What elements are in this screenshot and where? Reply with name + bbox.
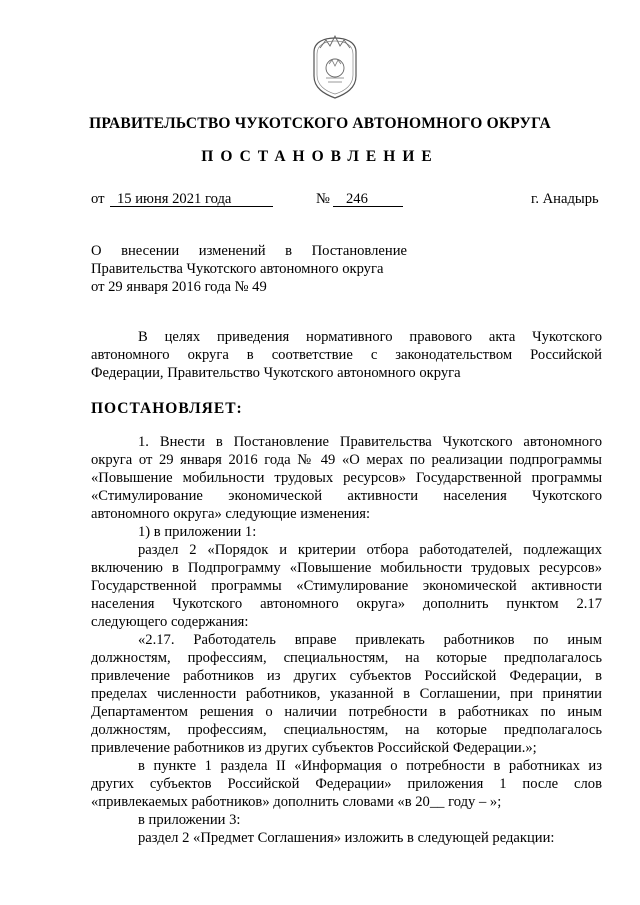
item-line: автономного округа» следующие изменения: bbox=[91, 506, 371, 522]
coat-of-arms-icon bbox=[306, 30, 364, 102]
date-field bbox=[110, 191, 273, 207]
document-type-title: ПОСТАНОВЛЕНИЕ bbox=[201, 148, 439, 165]
item-line: «Стимулирование экономической активности населения Чукотского bbox=[91, 488, 602, 504]
resolution-items bbox=[91, 433, 602, 847]
item-line: раздел 2 «Порядок и критерии отбора работодателей, подлежащих bbox=[138, 542, 602, 558]
number-field bbox=[333, 191, 403, 207]
item-line: включению в Подпрограмму «Повышение мобильности трудовых ресурсов» bbox=[91, 560, 602, 576]
item-line: других субъектов Российской Федерации» приложения 1 после слов bbox=[91, 776, 602, 792]
item-line: округа от 29 января 2016 года № 49 «О мерах по реализации подпрограммы bbox=[91, 452, 602, 468]
item-line: привлечение работников из других субъектов Российской Федерации, в bbox=[91, 668, 602, 684]
item-line: следующего содержания: bbox=[91, 614, 249, 630]
item-line: должностям, профессиям, специальностям, на которые предполагалось bbox=[91, 722, 602, 738]
item-line: раздел 2 «Предмет Соглашения» изложить в следующей редакции: bbox=[138, 830, 555, 846]
date-label: от bbox=[91, 191, 105, 207]
item-line: «Повышение мобильности трудовых ресурсов» Государственной программы bbox=[91, 470, 602, 486]
item-line: пределах численности работников, указанной в Соглашении, при принятии bbox=[91, 686, 602, 702]
document-city: г. Анадырь bbox=[531, 191, 599, 207]
item-line: населения Чукотского автономного округа» дополнить пунктом 2.17 bbox=[91, 596, 602, 612]
subject-line: от 29 января 2016 года № 49 bbox=[91, 279, 267, 295]
preamble-line: Федерации, Правительство Чукотского автономного округа bbox=[91, 365, 461, 381]
preamble bbox=[91, 328, 602, 382]
item-line: должностям, профессиям, специальностям, на которые предполагалось bbox=[91, 650, 602, 666]
item-line: в приложении 3: bbox=[138, 812, 241, 828]
preamble-line: В целях приведения нормативного правового акта Чукотского bbox=[138, 329, 602, 345]
item-line: «привлекаемых работников» дополнить словами «в 20__ году – »; bbox=[91, 794, 502, 810]
item-line: Департаментом решения о наличии потребности в работниках по иным bbox=[91, 704, 602, 720]
subject-line: О внесении изменений в Постановление bbox=[91, 243, 407, 259]
resolve-heading: ПОСТАНОВЛЯЕТ: bbox=[91, 400, 243, 417]
subject-line: Правительства Чукотского автономного округа bbox=[91, 261, 384, 277]
number-label: № bbox=[316, 191, 330, 207]
item-line: 1) в приложении 1: bbox=[138, 524, 257, 540]
government-title: ПРАВИТЕЛЬСТВО ЧУКОТСКОГО АВТОНОМНОГО ОКРУГА bbox=[89, 115, 551, 132]
item-line: Государственной программы «Стимулирование экономической активности bbox=[91, 578, 602, 594]
document-number: 246 bbox=[333, 192, 403, 207]
item-line: привлечение работников из других субъектов Российской Федерации.»; bbox=[91, 740, 537, 756]
item-line: «2.17. Работодатель вправе привлекать работников по иным bbox=[138, 632, 602, 648]
document-date: 15 июня 2021 года bbox=[110, 192, 273, 207]
preamble-line: автономного округа в соответствие с законодательством Российской bbox=[91, 347, 602, 363]
item-line: в пункте 1 раздела II «Информация о потребности в работниках из bbox=[138, 758, 602, 774]
item-line: 1. Внести в Постановление Правительства Чукотского автономного bbox=[138, 434, 602, 450]
document-subject bbox=[91, 242, 407, 296]
